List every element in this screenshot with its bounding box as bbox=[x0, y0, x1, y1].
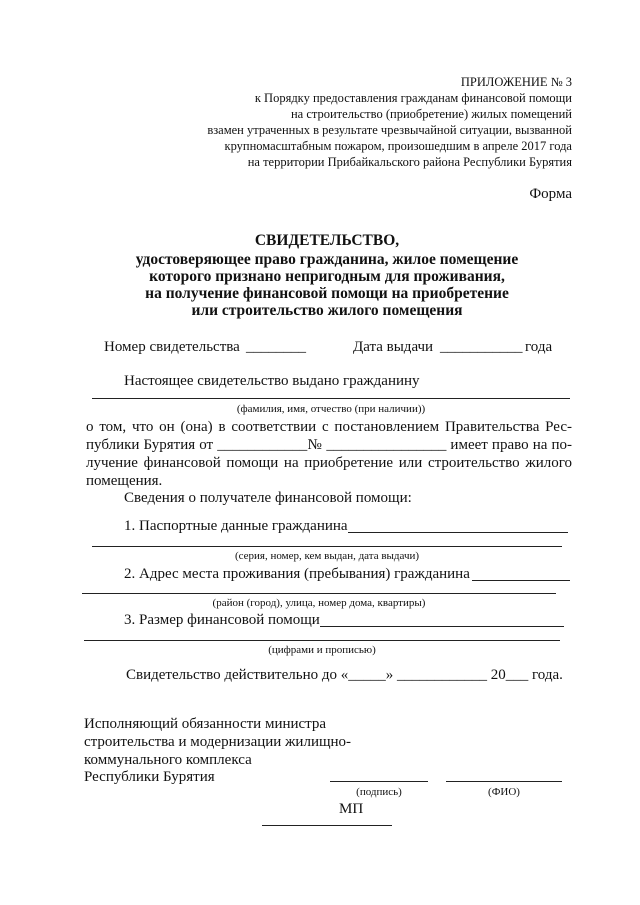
signatory-line: строительства и модернизации жилищно- bbox=[84, 734, 352, 750]
fio-short-caption: (ФИО) bbox=[488, 786, 520, 798]
signatory-line: Исполняющий обязанности министра bbox=[84, 716, 327, 732]
recipient-info-heading: Сведения о получателе финансовой помощи: bbox=[124, 490, 412, 506]
form-label: Форма bbox=[529, 186, 572, 202]
certificate-subtitle-line: или строительство жилого помещения bbox=[191, 302, 463, 319]
issued-to-text: Настоящее свидетельство выдано гражданину bbox=[124, 373, 420, 389]
aid-amount-caption: (цифрами и прописью) bbox=[268, 644, 376, 656]
validity-text: Свидетельство действительно до «_____» ____________ 20___ года. bbox=[126, 667, 563, 683]
signatory-line: коммунального комплекса bbox=[84, 752, 252, 768]
body-text-line: помещения. bbox=[86, 473, 163, 489]
fio-input-line[interactable] bbox=[92, 398, 570, 399]
appendix-title: ПРИЛОЖЕНИЕ № 3 bbox=[460, 75, 572, 89]
certificate-subtitle-line: на получение финансовой помощи на приобретение bbox=[145, 285, 509, 302]
cert-number-label: Номер свидетельства bbox=[104, 339, 240, 355]
signature-caption: (подпись) bbox=[356, 786, 402, 798]
passport-data-line[interactable] bbox=[348, 532, 568, 533]
passport-data-label: 1. Паспортные данные гражданина bbox=[124, 518, 348, 534]
certificate-subtitle-line: удостоверяющее право гражданина, жилое помещение bbox=[135, 251, 519, 268]
fio-caption: (фамилия, имя, отчество (при наличии)) bbox=[236, 403, 426, 415]
certificate-subtitle-line: которого признано непригодным для проживания, bbox=[149, 268, 505, 285]
header-line: к Порядку предоставления гражданам финансовой помощи bbox=[254, 91, 572, 105]
address-label: 2. Адрес места проживания (пребывания) гражданина bbox=[124, 566, 470, 582]
address-line-2[interactable] bbox=[82, 593, 556, 594]
aid-amount-line-2[interactable] bbox=[84, 640, 560, 641]
stamp-label: МП bbox=[339, 801, 364, 817]
fio-short-line[interactable] bbox=[446, 781, 562, 782]
header-line: на строительство (приобретение) жилых помещений bbox=[290, 107, 572, 121]
aid-amount-label: 3. Размер финансовой помощи bbox=[124, 612, 320, 628]
passport-data-line-2[interactable] bbox=[92, 546, 562, 547]
certificate-title: СВИДЕТЕЛЬСТВО, bbox=[254, 232, 400, 249]
signature-line[interactable] bbox=[330, 781, 428, 782]
issue-date-label: Дата выдачи bbox=[353, 339, 434, 355]
header-line: крупномасштабным пожаром, произошедшим в апреле 2017 года bbox=[224, 139, 572, 153]
issue-date-field[interactable]: ___________ bbox=[440, 339, 523, 355]
body-text-line: лучение финансовой помощи на приобретение или строительство жилого bbox=[86, 455, 572, 471]
header-line: взамен утраченных в результате чрезвычайной ситуации, вызванной bbox=[207, 123, 572, 137]
passport-data-caption: (серия, номер, кем выдан, дата выдачи) bbox=[234, 550, 420, 562]
issue-date-suffix: года bbox=[525, 339, 553, 355]
address-line[interactable] bbox=[472, 580, 570, 581]
body-text-line: публики Бурятия от ____________№ ________________ имеет право на по- bbox=[86, 437, 572, 453]
cert-number-field[interactable]: ________ bbox=[246, 339, 306, 355]
signatory-line: Республики Бурятия bbox=[84, 769, 215, 785]
body-text-line: о том, что он (она) в соответствии с постановлением Правительства Рес- bbox=[86, 419, 572, 435]
address-caption: (район (город), улица, номер дома, квартиры) bbox=[212, 597, 426, 609]
stamp-line[interactable] bbox=[262, 825, 392, 826]
aid-amount-line[interactable] bbox=[320, 626, 564, 627]
header-line: на территории Прибайкальского района Республики Бурятия bbox=[247, 155, 572, 169]
